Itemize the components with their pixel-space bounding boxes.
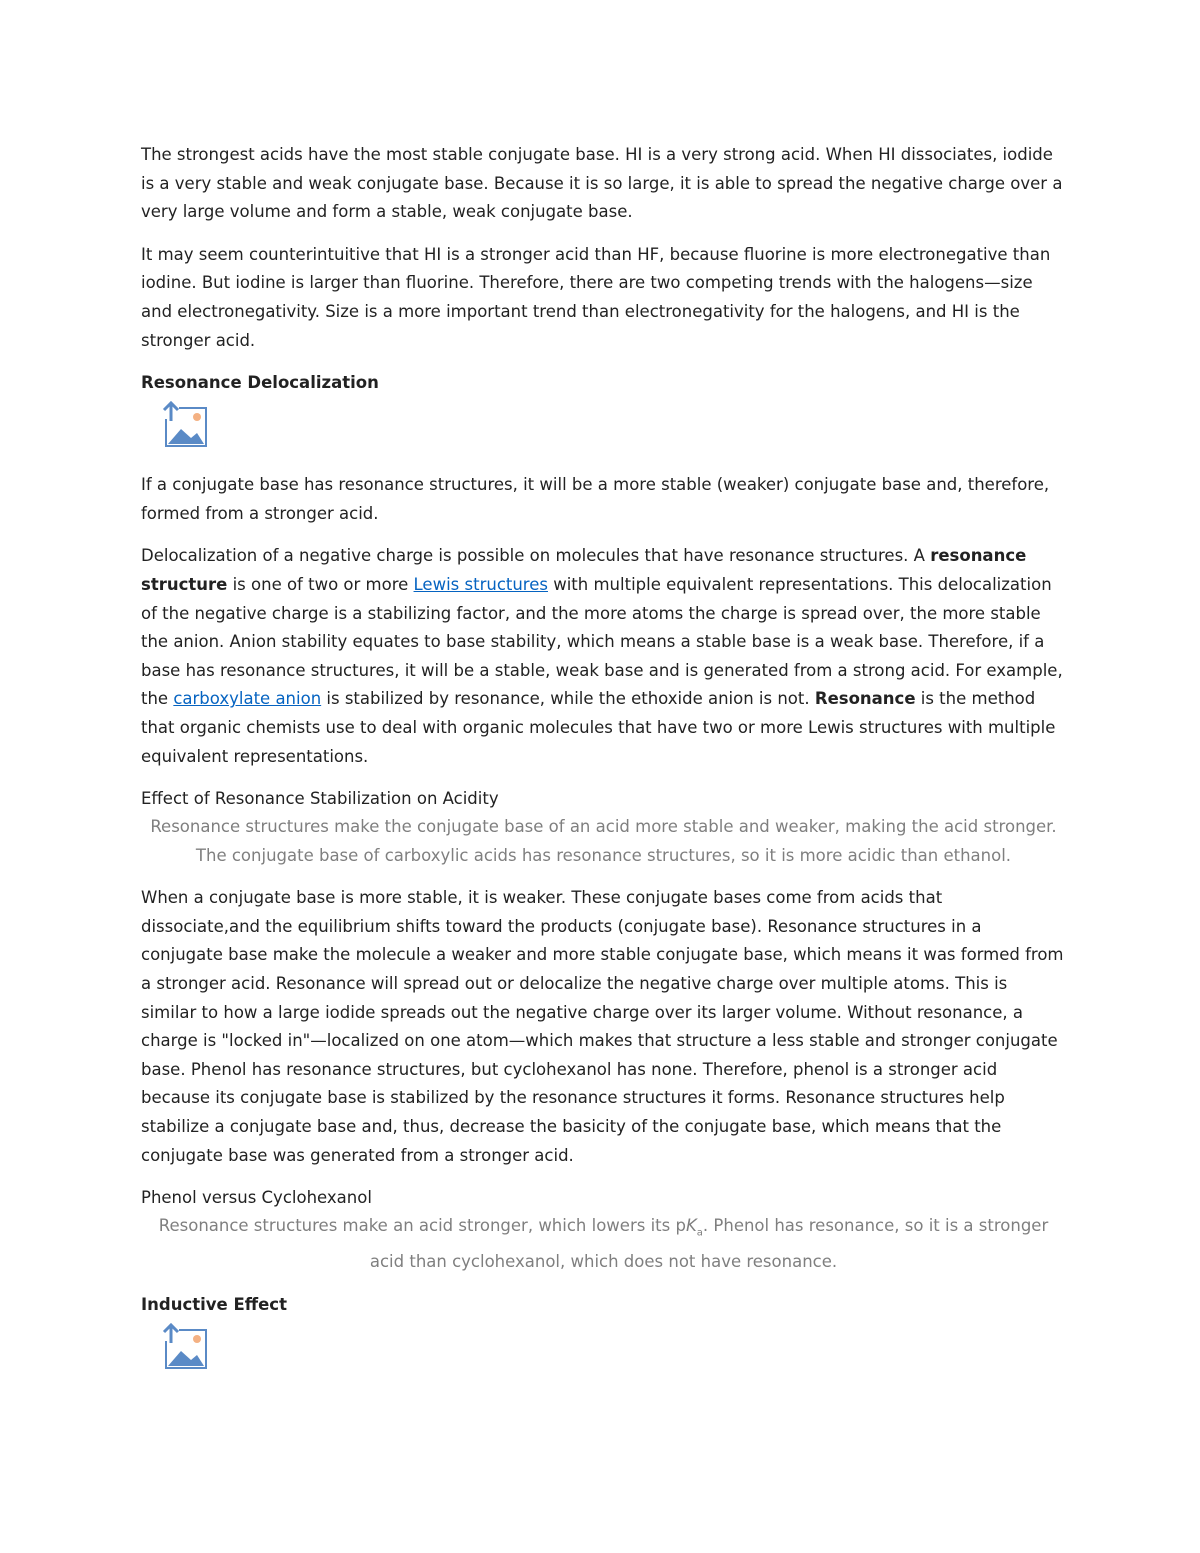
- link-lewis-structures[interactable]: Lewis structures: [413, 574, 548, 594]
- pka-symbol: K: [685, 1216, 697, 1236]
- image-placeholder-icon: [161, 1323, 211, 1373]
- paragraph-strongest-acids: The strongest acids have the most stable conjugate base. HI is a very strong acid. When HI dissociates, iodide is a very stable and weak conjugate base. Because it is so large, it is able to spread the negative charge over a very large volume and form a stable, weak conjugate base.: [141, 145, 1063, 222]
- link-carboxylate-anion[interactable]: carboxylate anion: [173, 689, 322, 709]
- text-run: is one of two or more: [227, 574, 414, 594]
- text-run: Resonance structures make an acid stronger, which lowers its p: [158, 1216, 686, 1236]
- image-placeholder-icon: [161, 401, 211, 451]
- figure-title-phenol-cyclohexanol: Phenol versus Cyclohexanol: [141, 1188, 372, 1208]
- figure-caption-phenol-cyclohexanol: [141, 1212, 1066, 1276]
- heading-inductive-effect: Inductive Effect: [141, 1294, 287, 1314]
- paragraph-hi-vs-hf: It may seem counterintuitive that HI is a stronger acid than HF, because fluorine is more electronegative than iodine. But iodine is larger than fluorine. Therefore, there are two competing trends with the halogens—size and electronegativity. Size is a more important trend than electronegativity for the halogens, and HI is the stronger acid.: [141, 244, 1051, 350]
- document-page: [141, 141, 1066, 1393]
- figure-caption-resonance-acidity: Resonance structures make the conjugate base of an acid more stable and weaker, making the acid stronger. The conjugate base of carboxylic acids has resonance structures, so it is more acidic than ethanol.: [150, 817, 1057, 865]
- text-run: . Phenol has resonance, so it is a stronger acid than cyclohexanol, which does not have resonance.: [369, 1216, 1049, 1272]
- text-run: is the method that organic chemists use to deal with organic molecules that have two or more Lewis structures with multiple equivalent representations.: [141, 689, 1056, 766]
- paragraph-conjugate-base-stability: When a conjugate base is more stable, it is weaker. These conjugate bases come from acids that dissociate,and the equilibrium shifts toward the products (conjugate base). Resonance structures in a conjugate base make the molecule a weaker and more stable conjugate base, which means it was formed from a stronger acid. Resonance will spread out or delocalize the negative charge over multiple atoms. This is similar to how a large iodide spreads out the negative charge over its larger volume. Without resonance, a charge is "locked in"—localized on one atom—which makes that structure a less stable and stronger conjugate base. Phenol has resonance structures, but cyclohexanol has none. Therefore, phenol is a stronger acid because its conjugate base is stabilized by the resonance structures it forms. Resonance structures help stabilize a conjugate base and, thus, decrease the basicity of the conjugate base, which means that the conjugate base was generated from a stronger acid.: [141, 888, 1064, 1165]
- text-run: Delocalization of a negative charge is possible on molecules that have resonance structures. A: [141, 546, 931, 566]
- text-run: with multiple equivalent representations. This delocalization of the negative charge is a stabilizing factor, and the more atoms the charge is spread over, the more stable the anion. Anion stability equates to base stability, which means a stable base is a weak base. Therefore, if a base has resonance structures, it will be a stable, weak base and is generated from a strong acid. For example, the: [141, 574, 1063, 709]
- bold-term-resonance-structure: resonance structure: [141, 546, 1027, 594]
- bold-term-resonance: Resonance: [814, 689, 916, 709]
- heading-resonance-delocalization: Resonance Delocalization: [141, 373, 379, 393]
- figure-title-resonance-acidity: Effect of Resonance Stabilization on Acidity: [141, 789, 499, 809]
- text-run: is stabilized by resonance, while the ethoxide anion is not.: [321, 689, 815, 709]
- paragraph-delocalization: [141, 542, 1066, 771]
- paragraph-resonance-stability: If a conjugate base has resonance structures, it will be a more stable (weaker) conjugate base and, therefore, formed from a stronger acid.: [141, 475, 1050, 523]
- pka-subscript: a: [696, 1227, 703, 1239]
